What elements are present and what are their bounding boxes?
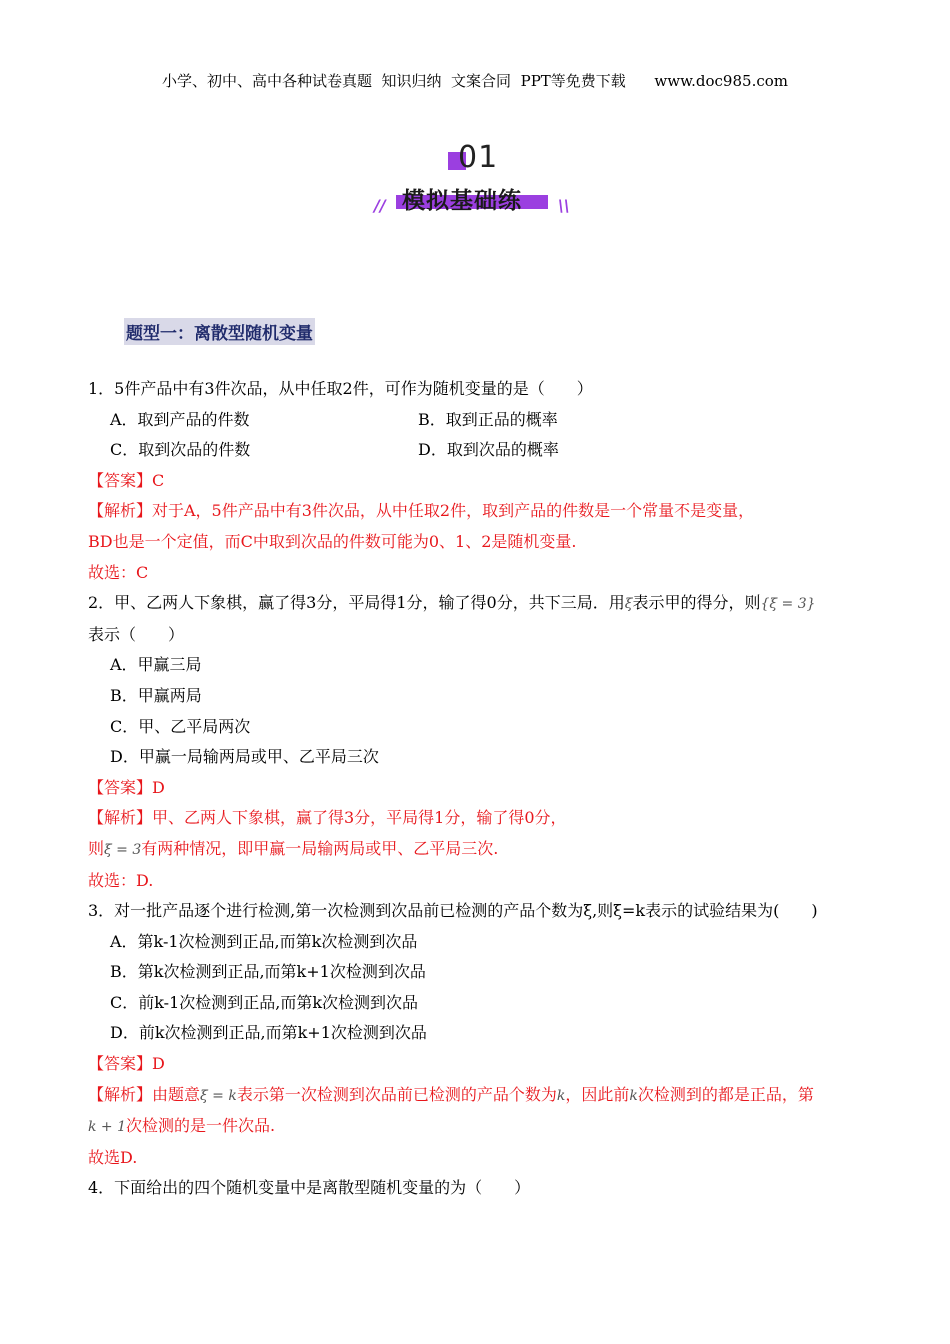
q3-analysis-prefix: 【解析】由题意 — [88, 1084, 201, 1104]
q3-analysis-math-k2: k — [629, 1087, 638, 1104]
q1-options-row-1 — [88, 405, 878, 436]
section-banner — [370, 138, 580, 218]
banner-number: 01 — [458, 140, 499, 175]
q3-analysis-part-5: 次检测的是一件次品. — [126, 1116, 276, 1136]
q1-stem: 1．5件产品中有3件次品，从中任取2件，可作为随机变量的是（ ） — [88, 379, 593, 398]
q1-option-a: A．取到产品的件数 — [110, 409, 250, 429]
q3-analysis-line-1 — [88, 1080, 878, 1112]
q3-analysis-math-k: k — [556, 1087, 566, 1104]
q2-analysis-prefix: 则 — [88, 838, 105, 858]
banner-deco-right: \\ — [558, 196, 570, 215]
q3-answer: 【答案】D — [88, 1054, 165, 1074]
q3-option-d: D．前k次检测到正品,而第k+1次检测到次品 — [110, 1023, 427, 1043]
q2-analysis-line-1: 【解析】甲、乙两人下象棋，赢了得3分，平局得1分，输了得0分， — [88, 808, 567, 828]
q3-analysis-part-2: 表示第一次检测到次品前已检测的产品个数为 — [236, 1084, 557, 1104]
q2-answer: 【答案】D — [88, 777, 165, 797]
page-header: 小学、初中、高中各种试卷真题 知识归纳 文案合同 PPT等免费下载 www.doc985.com — [161, 72, 788, 90]
banner-title: 模拟基础练 — [402, 188, 522, 214]
question-content — [88, 374, 878, 1204]
q1-analysis-line-1: 【解析】对于A，5件产品中有3件次品，从中任取2件，取到产品的件数是一个常量不是变量， — [88, 501, 755, 521]
q1-analysis-line-2: BD也是一个定值，而C中取到次品的件数可能为0、1、2是随机变量. — [88, 531, 577, 551]
q2-analysis-math: ξ = 3 — [104, 841, 142, 858]
q2-stem-part-1: 2．甲、乙两人下象棋，赢了得3分，平局得1分，输了得0分，共下三局．用 — [88, 593, 625, 613]
q2-stem-xi: ξ — [624, 596, 633, 613]
q1-options-row-2 — [88, 435, 878, 466]
q2-option-a: A．甲赢三局 — [110, 655, 202, 675]
q2-option-c: C．甲、乙平局两次 — [110, 716, 251, 736]
q2-option-d: D．甲赢一局输两局或甲、乙平局三次 — [110, 747, 379, 767]
q2-choice: 故选：D. — [88, 870, 154, 890]
q3-option-c: C．前k-1次检测到正品,而第k次检测到次品 — [110, 992, 419, 1012]
q2-option-b: B．甲赢两局 — [110, 685, 202, 705]
q3-analysis-line-2 — [88, 1111, 878, 1143]
q2-stem-part-2: 表示甲的得分，则 — [632, 593, 761, 613]
section-title: 题型一：离散型随机变量 — [124, 318, 315, 345]
q3-analysis-math-1: ξ = k — [200, 1087, 237, 1104]
banner-deco-left: // — [374, 196, 386, 215]
q4-stem: 4．下面给出的四个随机变量中是离散型随机变量的为（ ） — [88, 1178, 531, 1198]
q3-choice: 故选D. — [88, 1147, 138, 1167]
q3-analysis-part-3: ，因此前 — [565, 1084, 630, 1104]
q1-choice: 故选：C — [88, 562, 149, 582]
q3-stem: 3．对一批产品逐个进行检测,第一次检测到次品前已检测的产品个数为ξ,则ξ=k表示的试验结果为( ) — [88, 901, 818, 921]
q1-option-b: B．取到正品的概率 — [418, 409, 558, 429]
q3-analysis-part-4: 次检测到的都是正品，第 — [637, 1084, 814, 1104]
q2-stem-event: {ξ = 3} — [760, 596, 816, 613]
q3-option-b: B．第k次检测到正品,而第k+1次检测到次品 — [110, 962, 426, 982]
q2-stem-line-1 — [88, 588, 878, 620]
q2-analysis-rest: 有两种情况，即甲赢一局输两局或甲、乙平局三次. — [141, 838, 499, 858]
q3-option-a: A．第k-1次检测到正品,而第k次检测到次品 — [110, 931, 418, 951]
q2-stem-line-2: 表示（ ） — [88, 624, 185, 644]
q1-option-d: D．取到次品的概率 — [418, 440, 559, 460]
q3-analysis-math-2: k + 1 — [88, 1119, 127, 1136]
q2-analysis-line-2 — [88, 834, 878, 866]
q1-answer: 【答案】C — [88, 470, 165, 490]
q1-option-c: C．取到次品的件数 — [110, 440, 251, 460]
